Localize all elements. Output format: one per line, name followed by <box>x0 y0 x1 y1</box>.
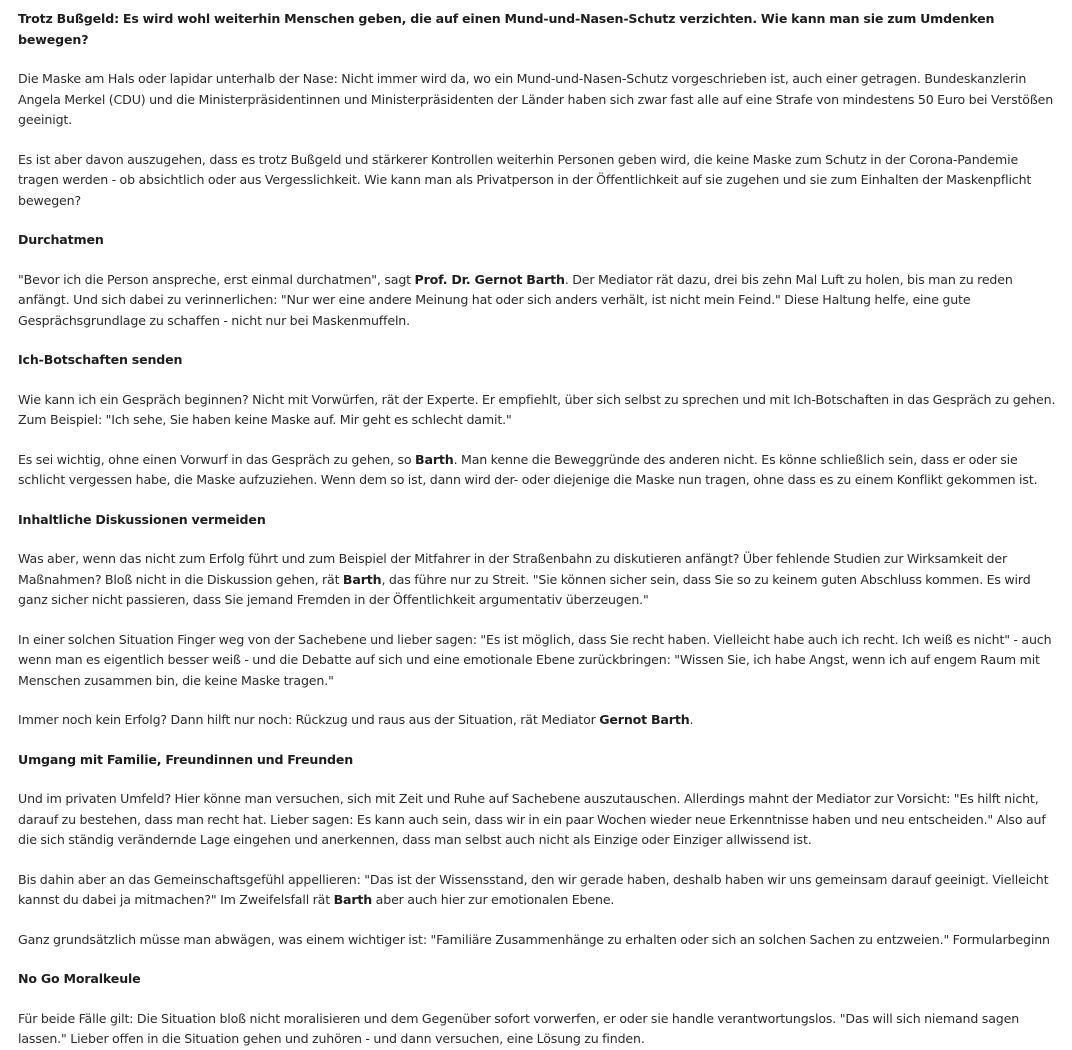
text-segment: Was aber, wenn das nicht zum Erfolg führt und zum Beispiel der Mitfahrer in der Straßenbahn zu diskutieren anfängt? Über fehlende Studien zur Wirksamkeit der Maßnahmen? Bloß nicht in die Diskussion gehen, rät <box>18 551 1008 587</box>
moralkeule-paragraph <box>18 1009 1062 1050</box>
intro-paragraph <box>18 69 1062 131</box>
text-segment: Es sei wichtig, ohne einen Vorwurf in das Gespräch zu gehen, so <box>18 451 416 467</box>
text-segment: . Der Mediator rät dazu, drei bis zehn Mal Luft zu holen, bis man zu reden anfängt. Und sich dabei zu verinnerlichen: "Nur wer eine andere Meinung hat oder sich anders verhält, ist nicht mein Feind." Diese Haltung helfe, eine gute Gesprächsgrundlage zu schaffen - nicht nur bei Maskenmuffeln. <box>18 271 1013 328</box>
person-name: Barth <box>333 892 373 907</box>
text-segment: Immer noch kein Erfolg? Dann hilft nur noch: Rückzug und raus aus der Situation, rät Mediator <box>18 712 600 727</box>
text-segment: . Man kenne die Beweggründe des anderen nicht. Es könne schließlich sein, dass er oder sie schlicht vergessen habe, die Maske aufzuziehen. Wenn dem so ist, dann wird der- oder diejenige die Maske nun tragen, ohne dass es zu einem Konflikt gekommen ist. <box>18 451 1038 487</box>
familie-paragraph-2 <box>18 870 1062 911</box>
text-segment: Es ist aber davon auszugehen, dass es trotz Bußgeld und stärkerer Kontrollen weiterhin Personen geben wird, die keine Maske zum Schutz in der Corona-Pandemie tragen werden - ob absichtlich oder aus Vergesslichkeit. Wie kann man als Privatperson in der Öffentlichkeit auf sie zugehen und sie zum Einhalten der Maskenpflicht bewegen? <box>18 151 1032 208</box>
diskussionen-paragraph-3 <box>18 710 1062 731</box>
section-heading-durchatmen: Durchatmen <box>18 232 104 247</box>
ich-botschaften-paragraph-2 <box>18 450 1062 491</box>
text-segment: Und im privaten Umfeld? Hier könne man versuchen, sich mit Zeit und Ruhe auf Sachebene auszutauschen. Allerdings mahnt der Mediator zur Vorsicht: "Es hilft nicht, darauf zu bestehen, dass man recht hat. Lieber sagen: Es kann auch sein, dass wir in ein paar Wochen wieder neue Erkenntnisse haben und neu entscheiden." Also auf die sich ständig verändernde Lage eingehen und anerkennen, dass man selbst auch nicht als Einzige oder Einziger allwissend ist. <box>18 791 1046 847</box>
section-heading-familie: Umgang mit Familie, Freundinnen und Freunden <box>18 751 354 767</box>
text-segment: Für beide Fälle gilt: Die Situation bloß nicht moralisieren und dem Gegenüber sofort vorwerfen, er oder sie handle verantwortungslos. "Das will sich niemand sagen lassen." Lieber offen in die Situation gehen und zuhören - und dann versuchen, eine Lösung zu finden. <box>18 1010 1020 1046</box>
ich-botschaften-paragraph-1 <box>18 390 1062 431</box>
context-paragraph <box>18 150 1062 212</box>
text-segment: "Bevor ich die Person anspreche, erst einmal durchatmen", sagt <box>18 271 415 287</box>
text-segment: Wie kann ich ein Gespräch beginnen? Nicht mit Vorwürfen, rät der Experte. Er empfiehlt, über sich selbst zu sprechen und mit Ich-Botschaften in das Gespräch zu gehen. Zum Beispiel: "Ich sehe, Sie haben keine Maske auf. Mir geht es schlecht damit." <box>18 391 1056 427</box>
text-segment: Bis dahin aber an das Gemeinschaftsgefühl appellieren: "Das ist der Wissensstand, den wir gerade haben, deshalb haben wir uns gemeinsam darauf geeinigt. Vielleicht kannst du dabei ja mitmachen?" Im Zweifelsfall rät <box>18 871 1049 907</box>
text-segment: Die Maske am Hals oder lapidar unterhalb der Nase: Nicht immer wird da, wo ein Mund-und-Nasen-Schutz vorgeschrieben ist, auch einer getragen. Bundeskanzlerin Angela Merkel (CDU) und die Ministerpräsidentinnen und Ministerpräsidenten der Länder haben sich zwar fast alle auf eine Strafe von mindestens 50 Euro bei Verstößen geeinigt. <box>18 71 1054 127</box>
familie-paragraph-3 <box>18 930 1062 951</box>
diskussionen-paragraph-1 <box>18 549 1062 611</box>
familie-paragraph-1 <box>18 789 1062 851</box>
section-heading-moralkeule: No Go Moralkeule <box>18 971 141 986</box>
text-segment: . <box>689 712 694 727</box>
text-segment: aber auch hier zur emotionalen Ebene. <box>372 892 615 907</box>
person-name: Barth <box>342 571 382 587</box>
diskussionen-paragraph-2 <box>18 630 1062 692</box>
section-heading-ich-botschaften: Ich-Botschaften senden <box>18 352 183 367</box>
person-name: Prof. Dr. Gernot Barth <box>414 271 565 287</box>
text-segment: In einer solchen Situation Finger weg von der Sachebene und lieber sagen: "Es ist möglich, dass Sie recht haben. Vielleicht habe auch ich recht. Ich weiß es nicht" - auch wenn man es eigentlich besser weiß - und die Debatte auf sich und eine emotionale Ebene zurückbringen: "Wissen Sie, ich habe Angst, wenn ich auf engem Raum mit Menschen zusammen bin, die keine Maske tragen." <box>18 631 1052 688</box>
text-segment: , das führe nur zu Streit. "Sie können sicher sein, dass Sie so zu keinem guten Abschluss kommen. Es wird ganz sicher nicht passieren, dass Sie jemand Fremden in der Öffentlichkeit argumentativ überzeugen." <box>18 571 1031 607</box>
durchatmen-paragraph <box>18 270 1062 332</box>
text-segment: Ganz grundsätzlich müsse man abwägen, was einem wichtiger ist: "Familiäre Zusammenhänge zu erhalten oder sich an solchen Sachen zu entzweien." Formularbeginn <box>18 931 1050 947</box>
article-question-heading: Trotz Bußgeld: Es wird wohl weiterhin Menschen geben, die auf einen Mund-und-Nasen-Schutz verzichten. Wie kann man sie zum Umdenken bewegen? <box>18 11 995 47</box>
person-name: Barth <box>415 451 454 467</box>
person-name: Gernot Barth <box>599 712 690 727</box>
section-heading-diskussionen: Inhaltliche Diskussionen vermeiden <box>18 511 266 527</box>
